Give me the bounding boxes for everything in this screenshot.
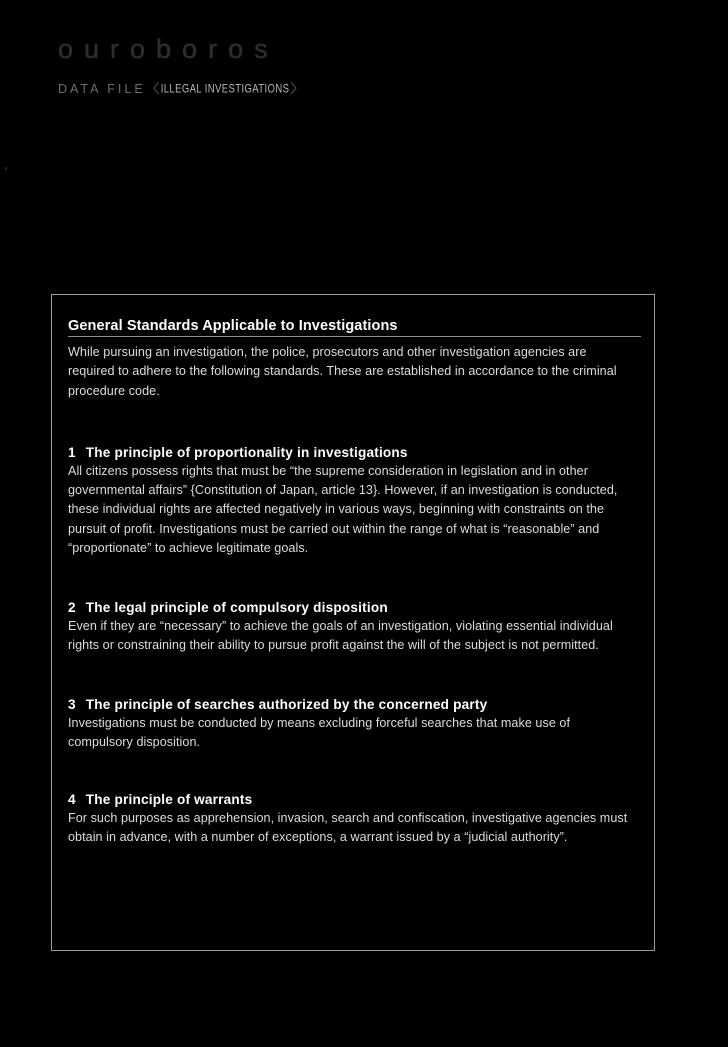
section-heading-text: The principle of warrants xyxy=(85,792,253,808)
document-section xyxy=(68,792,634,848)
section-number: 4 xyxy=(68,792,76,808)
film-speck-artifact xyxy=(5,167,7,170)
section-body: Even if they are “necessary” to achieve the goals of an investigation, violating essential individual rights or constraining their ability to pursue profit against the will of the subject is not permitted. xyxy=(68,619,613,653)
section-heading-text: The principle of searches authorized by the concerned party xyxy=(85,696,488,712)
document-content xyxy=(52,295,654,848)
angle-bracket-close-icon: 〉 xyxy=(290,81,304,96)
section-body: For such purposes as apprehension, invasion, search and confiscation, investigative agencies must obtain in advance, with a number of exceptions, a warrant issued by a “judicial authority”. xyxy=(68,811,628,845)
section-number: 2 xyxy=(68,600,76,616)
section-heading-text: The principle of proportionality in investigations xyxy=(85,444,408,460)
document-section xyxy=(68,600,634,656)
title-divider xyxy=(68,336,641,337)
document-panel xyxy=(51,294,655,951)
section-heading-text: The legal principle of compulsory disposition xyxy=(85,600,388,616)
section-body: Investigations must be conducted by means excluding forceful searches that make use of compulsory disposition. xyxy=(68,715,571,749)
section-body: All citizens possess rights that must be “the supreme consideration in legislation and in other governmental affairs” {Constitution of Japan, article 13}. However, if an investigation is conducted, these individual rights are affected negatively in various ways, beginning with constraints on the pursuit of profit. Investigations must be carried out within the range of what is “reasonable” and “proportionate” to achieve legitimate goals. xyxy=(68,463,618,555)
section-heading xyxy=(68,445,634,460)
document-section xyxy=(68,697,634,753)
section-number: 1 xyxy=(68,444,76,460)
document-title: General Standards Applicable to Investigations xyxy=(68,318,398,334)
section-heading xyxy=(68,697,634,712)
document-intro: While pursuing an investigation, the police, prosecutors and other investigation agencies are required to adhere to the following standards. These are established in accordance to the criminal procedure code. xyxy=(68,345,617,398)
datafile-subject-label: ILLEGAL INVESTIGATIONS xyxy=(160,82,290,96)
section-heading xyxy=(68,600,634,615)
datafile-subtitle xyxy=(58,78,458,97)
file-header xyxy=(58,36,458,97)
section-number: 3 xyxy=(68,696,76,712)
document-section xyxy=(68,445,634,558)
ouroboros-logo: ouroboros xyxy=(58,34,279,64)
section-heading xyxy=(68,792,634,807)
angle-bracket-open-icon: 〈 xyxy=(146,81,160,96)
datafile-label: DATA FILE xyxy=(58,82,146,96)
